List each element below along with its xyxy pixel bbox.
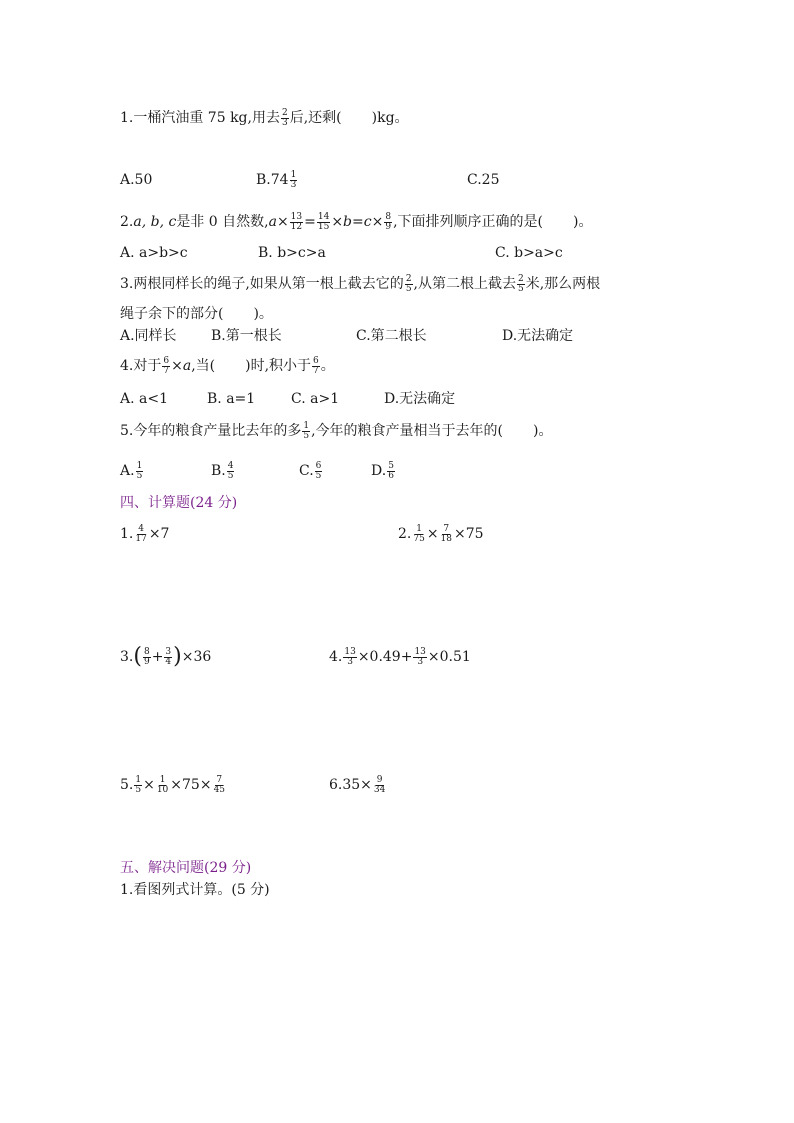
- calc-problem-3: [120, 644, 212, 669]
- q2-fraction-3: [384, 213, 392, 232]
- q4-f1-num: 6: [163, 355, 170, 366]
- q5-option-a-text: A.: [120, 463, 135, 479]
- calc-4-fraction-2: [413, 648, 426, 667]
- calc-5-fraction-1: [134, 776, 142, 795]
- calc-3-fraction-1: [143, 648, 151, 667]
- q5-option-b-den: 5: [227, 470, 234, 481]
- q3-text-2: ,从第二根上截去: [413, 276, 516, 292]
- q2-option-b[interactable]: [258, 243, 326, 263]
- q3-option-a-text: A.同样长: [120, 328, 177, 344]
- calc-3-plus: +: [151, 649, 164, 665]
- calc-3-rest: ×36: [181, 649, 212, 665]
- question-3: [120, 274, 600, 294]
- q5-option-b-text: B.: [211, 463, 226, 479]
- q5-option-c[interactable]: [299, 461, 323, 481]
- calc-2-f2-den: 18: [440, 533, 452, 544]
- q4-fraction-1: [162, 357, 170, 376]
- question-2: [120, 212, 592, 232]
- q5-option-c-den: 5: [315, 470, 322, 481]
- q1-text-2: 后,还剩(: [289, 110, 342, 126]
- question-4: [120, 356, 335, 376]
- calc-4-f2-num: 13: [414, 646, 426, 657]
- calc-6-num: 9: [376, 774, 383, 785]
- calc-5-f2-num: 1: [159, 774, 166, 785]
- q3-option-d[interactable]: [502, 326, 573, 346]
- q3-text-5: )。: [253, 306, 273, 322]
- calc-problem-1: [120, 524, 169, 544]
- q5-option-c-num: 6: [315, 460, 322, 471]
- q3-option-c[interactable]: [356, 326, 427, 346]
- q5-option-b[interactable]: [211, 461, 235, 481]
- q2-fraction-2: [317, 213, 330, 232]
- q4-text-2: ,当(: [191, 358, 216, 374]
- q2-fraction-1: [290, 213, 303, 232]
- q2-times-2: ×: [331, 214, 344, 230]
- calc-2-f1-den: 75: [413, 533, 425, 544]
- q1-option-c-text: C.25: [467, 172, 500, 188]
- q1-text: 1.一桶汽油重 75 kg,用去: [120, 110, 280, 126]
- calc-1-num: 4: [138, 523, 144, 534]
- section-5-question-1: 1.看图列式计算。(5 分): [120, 882, 270, 898]
- q5-option-d-num: 5: [388, 460, 394, 471]
- q5-option-c-fraction: [315, 462, 323, 481]
- q3-option-d-text: D.无法确定: [502, 328, 574, 344]
- q5-option-b-num: 4: [227, 460, 234, 471]
- calc-3-close-paren: ): [173, 644, 182, 669]
- q1-option-a-text: A.50: [120, 172, 153, 188]
- section-5-title: 五、解决问题(29 分): [120, 860, 252, 876]
- calc-5-f3-den: 45: [213, 784, 226, 795]
- section-4-title: 四、计算题(24 分): [120, 495, 238, 511]
- q5-option-a[interactable]: [120, 461, 144, 481]
- q2-f3-num: 8: [385, 211, 392, 222]
- q2-option-a[interactable]: [120, 243, 188, 263]
- q5-f-num: 1: [303, 420, 310, 431]
- q2-f3-den: 9: [385, 221, 392, 232]
- q2-times-3: ×: [371, 214, 384, 230]
- q4-text-3: )时,积小于: [245, 358, 312, 374]
- q1-fraction: [281, 109, 289, 128]
- q2-number: 2.: [120, 214, 134, 230]
- q4-option-a-text: A. a<1: [120, 391, 168, 407]
- q3-f2-num: 2: [518, 273, 524, 284]
- calc-6-label: 6.35×: [329, 777, 372, 793]
- q4-option-d-text: D.无法确定: [384, 391, 456, 407]
- q3-text: 3.两根同样长的绳子,如果从第一根上截去它的: [120, 276, 404, 292]
- q2-option-c-text: C. b>a>c: [495, 245, 563, 261]
- q4-option-c[interactable]: [291, 389, 339, 409]
- q3-option-b-text: B.第一根长: [211, 328, 282, 344]
- q3-fraction-2: [517, 275, 525, 294]
- q5-fraction: [302, 422, 310, 441]
- q2-var-b: b: [343, 214, 353, 230]
- calc-5-label: 5.: [120, 777, 134, 793]
- q5-option-c-text: C.: [299, 463, 314, 479]
- q1-option-b-den: 3: [290, 179, 297, 190]
- calc-4-label: 4.: [329, 649, 343, 665]
- q5-option-a-fraction: [136, 462, 144, 481]
- calc-1-rest: ×7: [148, 526, 170, 542]
- q4-text: 4.对于: [120, 358, 162, 374]
- q2-option-c[interactable]: [495, 243, 563, 263]
- q2-text-2: ,下面排列顺序正确的是(: [393, 214, 543, 230]
- calc-4-mid: ×0.49+: [357, 649, 413, 665]
- calc-2-times: ×: [426, 526, 439, 542]
- q4-option-c-text: C. a>1: [291, 391, 340, 407]
- q1-option-c[interactable]: [467, 170, 499, 190]
- calc-5-f1-den: 5: [135, 784, 142, 795]
- calc-2-f1-num: 1: [416, 523, 422, 534]
- calc-problem-5: [120, 775, 227, 795]
- q2-times-1: ×: [276, 214, 289, 230]
- q2-eq-2: =: [352, 214, 364, 230]
- calc-5-f1-num: 1: [135, 774, 142, 785]
- calc-2-fraction-2: [440, 525, 453, 544]
- q2-option-a-text: A. a>b>c: [120, 245, 188, 261]
- q4-f2-den: 7: [313, 365, 319, 376]
- q5-option-b-fraction: [227, 462, 235, 481]
- q1-fraction-den: 3: [281, 117, 288, 128]
- q4-times: ×: [171, 358, 183, 374]
- calc-3-f1-num: 8: [143, 646, 150, 657]
- q5-option-d[interactable]: [371, 461, 396, 481]
- calc-5-f3-num: 7: [216, 774, 223, 785]
- q5-f-den: 5: [303, 430, 310, 441]
- q3-text-3: 米,那么两根: [525, 276, 601, 292]
- q4-var-a: a: [182, 358, 192, 374]
- calc-4-fraction-1: [343, 648, 356, 667]
- q3-text-4: 绳子余下的部分(: [120, 306, 224, 322]
- q3-option-a[interactable]: [120, 326, 177, 346]
- q3-f1-num: 2: [405, 273, 412, 284]
- q5-option-a-num: 1: [136, 460, 143, 471]
- q2-var-c: c: [363, 214, 372, 230]
- calc-1-fraction: [134, 525, 147, 544]
- q5-text-2: ,今年的粮食产量相当于去年的(: [311, 423, 504, 439]
- q2-var-a: a: [268, 214, 277, 230]
- calc-3-f1-den: 9: [143, 656, 150, 667]
- q2-vars: a, b, c: [133, 214, 177, 230]
- calc-5-times-2: ×75×: [170, 777, 212, 793]
- calc-4-f1-num: 13: [344, 646, 356, 657]
- calc-4-rest: ×0.51: [427, 649, 471, 665]
- calc-3-fraction-2: [164, 648, 172, 667]
- q1-option-b[interactable]: [256, 170, 298, 190]
- q3-option-b[interactable]: [211, 326, 282, 346]
- q2-f1-den: 12: [290, 221, 303, 232]
- calc-4-f1-den: 3: [347, 656, 353, 667]
- calc-3-f2-num: 3: [165, 646, 172, 657]
- q1-option-a[interactable]: [120, 170, 152, 190]
- q1-option-b-fraction: [290, 171, 298, 190]
- question-3-cont: [120, 304, 273, 324]
- q2-f2-den: 15: [317, 221, 330, 232]
- q5-option-d-den: 6: [388, 470, 394, 481]
- q2-f1-num: 13: [290, 211, 303, 222]
- calc-problem-4: [329, 647, 471, 667]
- q5-text-3: )。: [533, 423, 553, 439]
- q5-option-d-text: D.: [371, 463, 387, 479]
- q5-option-d-fraction: [387, 462, 395, 481]
- calc-6-den: 34: [373, 784, 386, 795]
- q4-option-a[interactable]: [120, 389, 168, 409]
- q2-text: 是非 0 自然数,: [176, 214, 269, 230]
- calc-2-fraction-1: [412, 525, 425, 544]
- calc-3-label: 3.: [120, 649, 134, 665]
- q1-fraction-num: 2: [281, 107, 288, 118]
- calc-3-f2-den: 4: [165, 656, 172, 667]
- calc-3-open-paren: (: [133, 644, 142, 669]
- calc-5-fraction-3: [213, 776, 226, 795]
- calc-5-f2-den: 10: [156, 784, 169, 795]
- q2-eq-1: =: [304, 214, 316, 230]
- calc-2-rest: ×75: [454, 526, 484, 542]
- calc-2-label: 2.: [398, 526, 412, 542]
- calc-problem-6: [329, 775, 387, 795]
- calc-5-times-1: ×: [143, 777, 155, 793]
- calc-6-fraction: [373, 776, 386, 795]
- q4-f1-den: 7: [163, 365, 170, 376]
- q4-f2-num: 6: [313, 355, 319, 366]
- q4-option-b-text: B. a=1: [207, 391, 256, 407]
- calc-problem-2: [398, 524, 484, 544]
- calc-2-f2-num: 7: [443, 523, 450, 534]
- q3-fraction-1: [405, 275, 413, 294]
- calc-1-den: 17: [135, 533, 147, 544]
- calc-1-label: 1.: [120, 526, 134, 542]
- q4-option-b[interactable]: [207, 389, 255, 409]
- question-5: [120, 421, 552, 441]
- q5-option-a-den: 5: [136, 470, 143, 481]
- q1-text-3: )kg。: [371, 110, 409, 126]
- q4-option-d[interactable]: [384, 389, 455, 409]
- q4-fraction-2: [312, 357, 320, 376]
- q3-f1-den: 5: [405, 283, 412, 294]
- q3-option-c-text: C.第二根长: [356, 328, 427, 344]
- q1-option-b-num: 1: [290, 169, 297, 180]
- q2-f2-num: 14: [317, 211, 330, 222]
- q5-text: 5.今年的粮食产量比去年的多: [120, 423, 302, 439]
- q2-text-3: )。: [572, 214, 593, 230]
- question-1: [120, 108, 409, 128]
- q1-option-b-text: B.74: [256, 172, 289, 188]
- calc-4-f2-den: 3: [417, 656, 424, 667]
- q2-option-b-text: B. b>c>a: [258, 245, 326, 261]
- q3-f2-den: 5: [518, 283, 524, 294]
- calc-5-fraction-2: [156, 776, 169, 795]
- q4-text-4: 。: [320, 358, 335, 374]
